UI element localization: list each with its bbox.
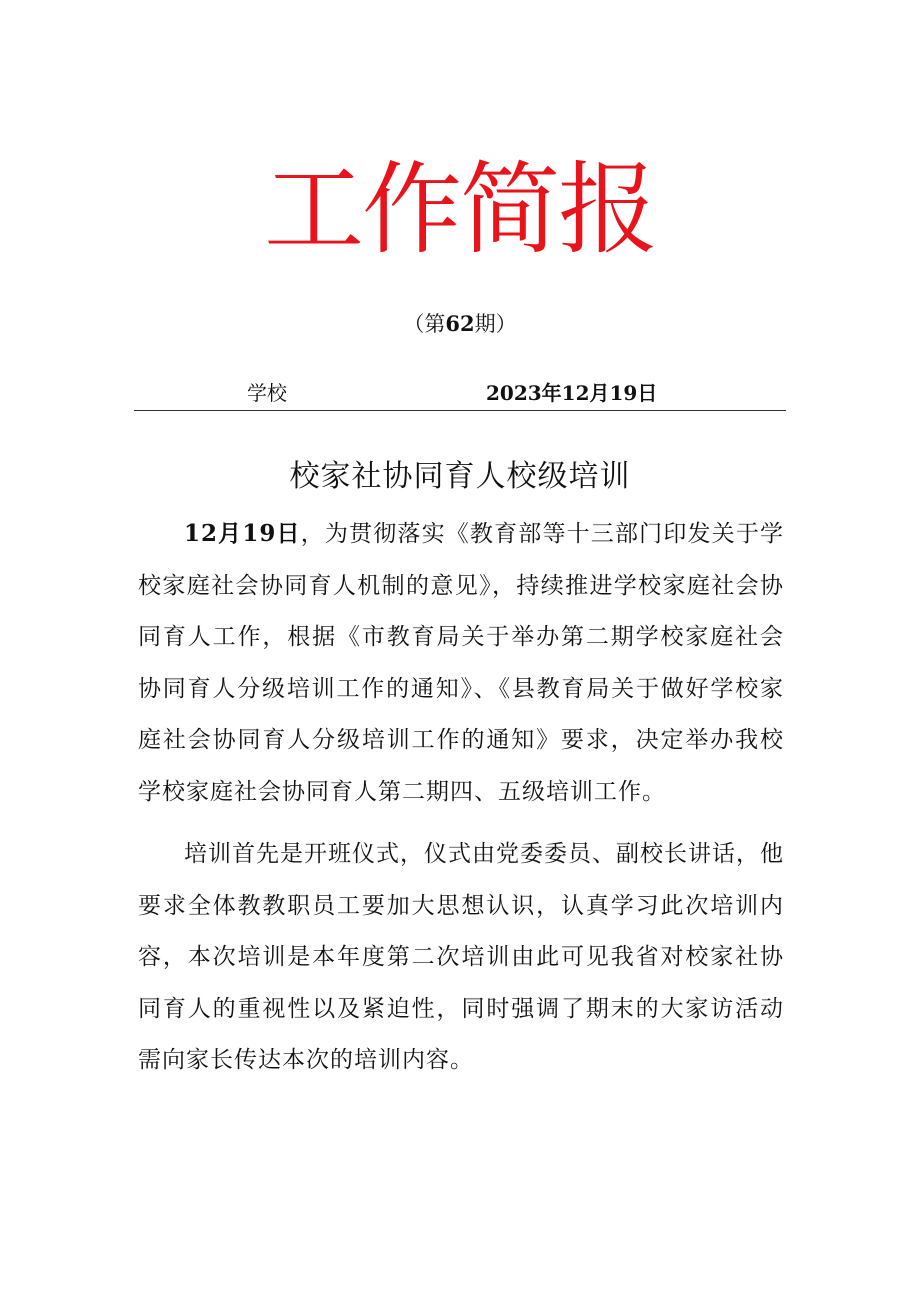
article-paragraph-2: [138, 829, 784, 1087]
lead-date: 12月19日: [184, 520, 301, 547]
article-paragraph-1: [138, 508, 784, 818]
issue-number-value: 62: [445, 311, 475, 336]
paragraph-1-text: ，为贯彻落实《教育部等十三部门印发关于学校家庭社会协同育人机制的意见》，持续推进学校家庭社会协同育人工作，根据《市教育局关于举办第二期学校家庭社会协同育人分级培训工作的通知》、《县教育局关于做好学校家庭社会协同育人分级培训工作的通知》要求，决定举办我校学校家庭社会协同育人第二期四、五级培训工作。: [138, 521, 785, 805]
paragraph-2-text: 培训首先是开班仪式，仪式由党委委员、副校长讲话，他要求全体教教职员工要加大思想认识，认真学习此次培训内容，本次培训是本年度第二次培训由此可见我省对校家社协同育人的重视性以及紧迫性，同时强调了期末的大家访活动需向家长传达本次的培训内容。: [138, 841, 784, 1073]
masthead-title: 工作简报: [264, 151, 656, 268]
article-body: [138, 508, 784, 1087]
issue-close: 期）: [474, 312, 517, 336]
issue-meta: [134, 376, 786, 410]
issue-date: 2023年12月19日: [486, 381, 658, 405]
issue-open: （第: [403, 312, 446, 336]
header-divider: [134, 410, 786, 411]
issue-number: [0, 306, 920, 342]
article-title: 校家社协同育人校级培训: [289, 459, 631, 494]
school-name: 学校: [247, 381, 287, 405]
